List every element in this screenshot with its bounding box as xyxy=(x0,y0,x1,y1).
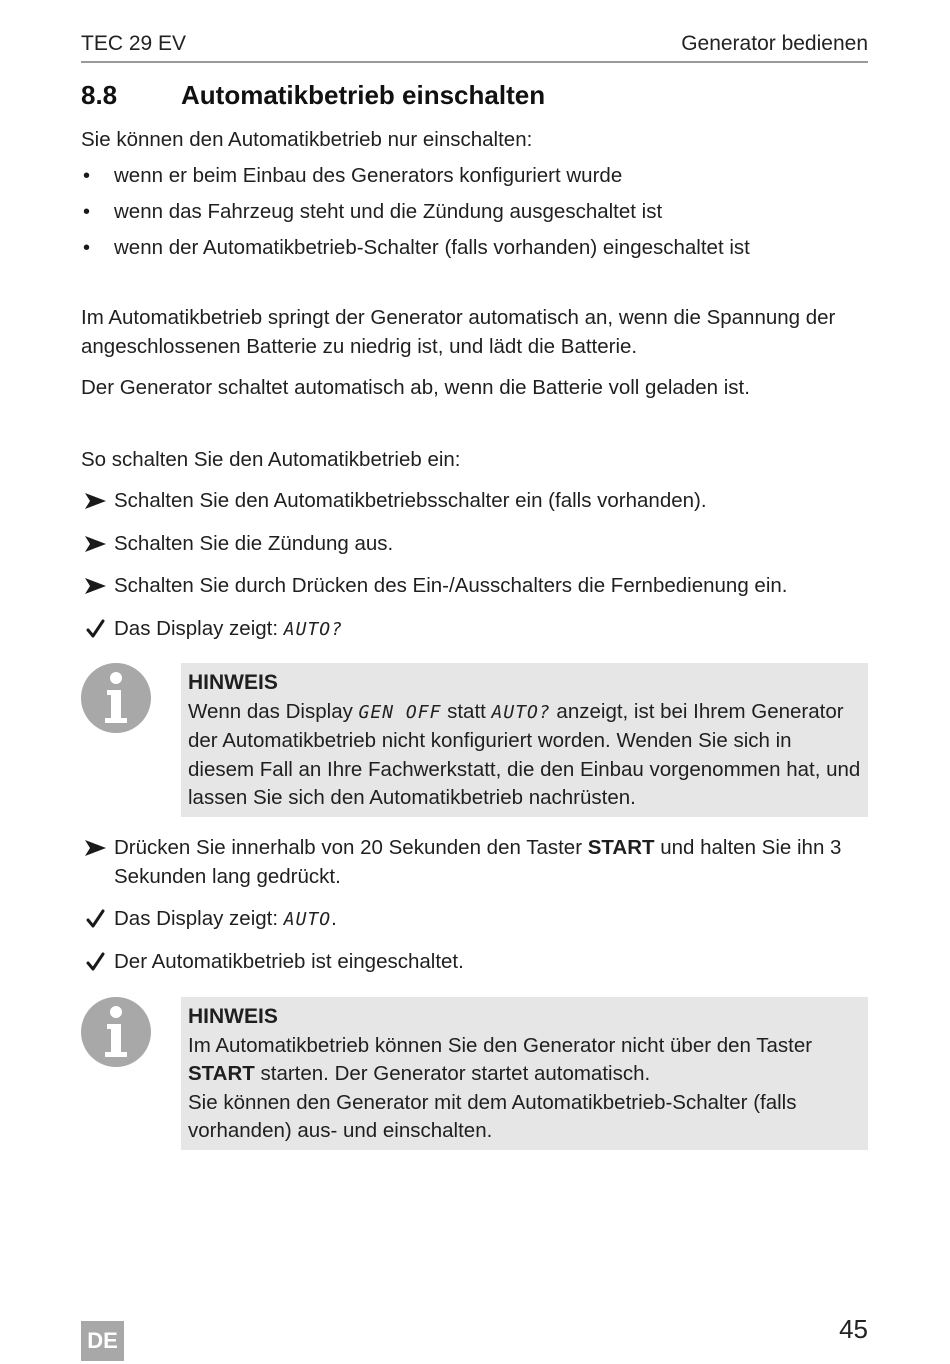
checkmark-icon xyxy=(81,909,111,929)
note-text: Sie können den Generator mit dem Automatikbetrieb-Schalter (falls vorhanden) aus- und einschalten. xyxy=(188,1090,797,1142)
step-item: Schalten Sie die Zündung aus. xyxy=(114,532,394,555)
language-tag: DE xyxy=(81,1321,124,1361)
steps-intro: So schalten Sie den Automatikbetrieb ein: xyxy=(81,448,461,471)
intro-text: Sie können den Automatikbetrieb nur einschalten: xyxy=(81,128,533,151)
display-readout: AUTO? xyxy=(491,701,551,723)
note-text-part: anzeigt, ist bei Ihrem Generator der Automatikbetrieb nicht konfiguriert worden. Wenden Sie sich in diesem Fall an Ihre Fachwerkstatt, die den Einbau vorgenommen hat, und lassen Sie sich den Automatikbetrieb nachrüsten. xyxy=(188,699,861,809)
display-readout: AUTO xyxy=(283,909,332,930)
result-text: Das Display zeigt: xyxy=(114,907,284,930)
info-icon xyxy=(80,662,152,734)
arrow-icon xyxy=(81,577,111,595)
section-number: 8.8 xyxy=(81,80,118,110)
result-item: Der Automatikbetrieb ist eingeschaltet. xyxy=(114,950,464,973)
note-box xyxy=(181,663,868,817)
checkmark-icon xyxy=(81,619,111,639)
chapter-name: Generator bedienen xyxy=(681,32,868,55)
arrow-icon xyxy=(81,492,111,510)
note-text-part: Im Automatikbetrieb können Sie den Generator nicht über den Taster xyxy=(188,1033,813,1057)
step-text-part: Drücken Sie innerhalb von 20 Sekunden den Taster xyxy=(114,836,588,859)
note-box xyxy=(181,997,868,1150)
note-title: HINWEIS xyxy=(188,671,278,694)
note-text-part: Wenn das Display xyxy=(188,699,359,723)
bullet-icon: • xyxy=(83,165,91,187)
condition-item: wenn das Fahrzeug steht und die Zündung ausgeschaltet ist xyxy=(114,200,663,223)
info-icon xyxy=(80,996,152,1068)
note-title: HINWEIS xyxy=(188,1005,278,1028)
running-header xyxy=(81,30,868,63)
note-text-part: statt xyxy=(441,699,492,723)
result-text: . xyxy=(331,907,337,930)
key-label: START xyxy=(587,836,655,859)
key-label: START xyxy=(188,1062,255,1085)
condition-item: wenn der Automatikbetrieb-Schalter (falls vorhanden) eingeschaltet ist xyxy=(114,236,750,259)
section-heading xyxy=(81,80,545,111)
note-text xyxy=(188,698,861,813)
result-item xyxy=(114,905,337,935)
condition-item: wenn er beim Einbau des Generators konfiguriert wurde xyxy=(114,164,623,187)
paragraph-auto-start: Im Automatikbetrieb springt der Generator automatisch an, wenn die Spannung der angeschlossenen Batterie zu niedrig ist, und lädt die Batterie. xyxy=(81,306,836,358)
arrow-icon xyxy=(81,535,111,553)
display-readout: GEN OFF xyxy=(358,701,442,723)
step-text-part: und halten Sie ihn 3 Sekunden lang gedrückt. xyxy=(114,836,842,888)
result-text: Das Display zeigt: xyxy=(114,617,284,640)
result-item xyxy=(114,615,343,645)
note-text xyxy=(188,1032,861,1089)
bullet-icon: • xyxy=(83,237,91,259)
display-readout: AUTO? xyxy=(283,619,343,640)
section-title: Automatikbetrieb einschalten xyxy=(181,80,546,110)
step-item: Schalten Sie den Automatikbetriebsschalter ein (falls vorhanden). xyxy=(114,489,707,512)
arrow-icon xyxy=(81,839,111,857)
step-item: Schalten Sie durch Drücken des Ein-/Ausschalters die Fernbedienung ein. xyxy=(114,574,788,597)
step-item xyxy=(114,834,864,891)
paragraph-auto-stop: Der Generator schaltet automatisch ab, wenn die Batterie voll geladen ist. xyxy=(81,376,750,399)
product-name: TEC 29 EV xyxy=(81,32,187,55)
page-number: 45 xyxy=(839,1314,868,1344)
checkmark-icon xyxy=(81,952,111,972)
bullet-icon: • xyxy=(83,201,91,223)
note-text-part: starten. Der Generator startet automatisch. xyxy=(254,1062,651,1085)
